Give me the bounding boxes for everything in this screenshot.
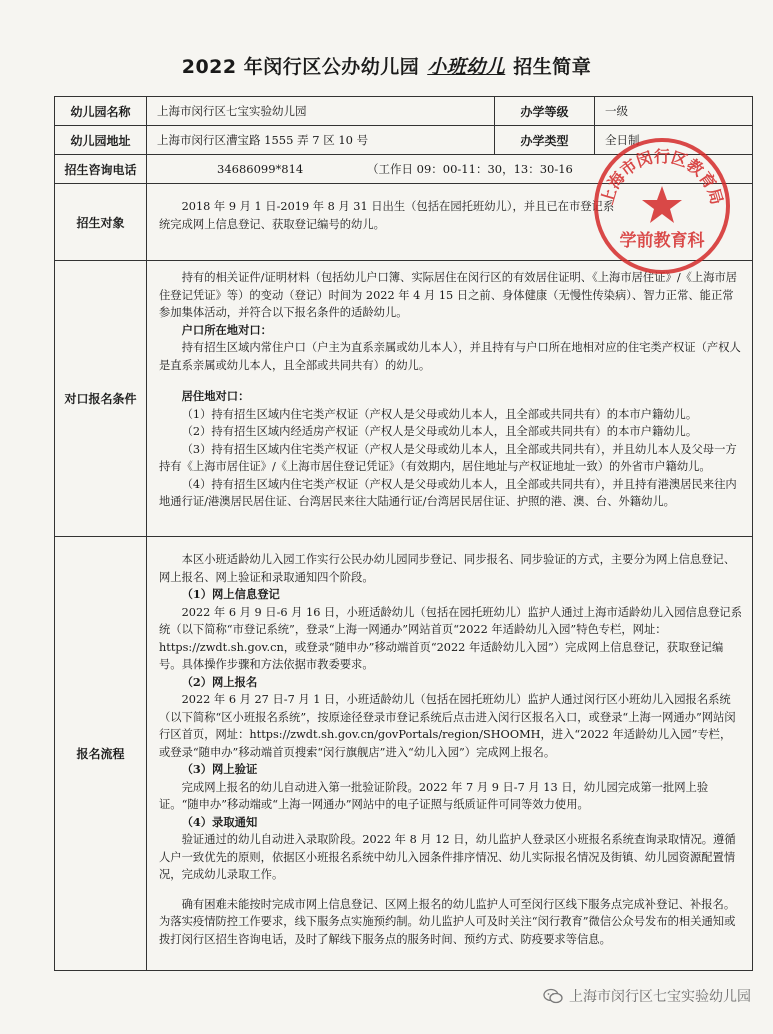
hukou-text: 持有招生区域内常住户口（户主为直系亲属或幼儿本人），并且持有与户口所在地相对应的住宅类产权证（产权人是直系亲属或幼儿本人，且全部或共同共有）的幼儿。 xyxy=(159,341,741,372)
enrollment-table xyxy=(54,96,753,971)
condition-item-1: （1）持有招生区域内住宅类产权证（产权人是父母或幼儿本人，且全部或共同共有）的本市户籍幼儿。 xyxy=(181,407,698,421)
target-cell xyxy=(147,184,753,261)
process-intro: 本区小班适龄幼儿入园工作实行公民办幼儿园同步登记、同步报名、同步验证的方式，主要分为网上信息登记、网上报名、网上验证和录取通知四个阶段。 xyxy=(159,553,736,584)
conditions-cell xyxy=(147,261,753,537)
condition-item-3: （3）持有招生区域内住宅类产权证（产权人是父母或幼儿本人，且全部或共同共有），并且幼儿本人及父母一方持有《上海市居住证》/《上海市居住登记凭证》（有效期内，居住地址与产权证地址一致）的外省市户籍幼儿。 xyxy=(159,442,737,473)
step-1-title: （1）网上信息登记 xyxy=(181,587,280,601)
phone-cell xyxy=(147,155,753,184)
step-1-text: 2022 年 6 月 9 日-6 月 16 日，小班适龄幼儿（包括在园托班幼儿）监护人通过上海市适龄幼儿入园信息登记系统（以下简称“市登记系统”，登录“上海一网通办”网站首页“2022 年适龄幼儿入园”特色专栏，网址：https://zwdt.sh.gov.cn，或登录“随申办”移动端首页“2022 年适龄幼儿入园”）完成网上信息登记，获取登记编号。具体操作步骤和方法依据市教委要求。 xyxy=(159,605,743,671)
name-label: 幼儿园名称 xyxy=(55,97,147,126)
title-suffix: 招生简章 xyxy=(513,56,592,78)
process-cell xyxy=(147,537,753,971)
row-address xyxy=(55,126,753,155)
type-value: 全日制 xyxy=(595,126,753,155)
seal-top-text: 上海市闵行区教育局 xyxy=(597,147,727,207)
phone-hours: （工作日 09：00-11：30，13：30-16 xyxy=(367,162,573,176)
target-text: 2018 年 9 月 1 日-2019 年 8 月 31 日出生（包括在园托班幼儿），并且已在市登记系统完成网上信息登记、获取登记编号的幼儿。 xyxy=(159,200,615,231)
step-2-text: 2022 年 6 月 27 日-7 月 1 日，小班适龄幼儿（包括在园托班幼儿）监护人通过闵行区小班幼儿入园报名系统（以下简称“区小班报名系统”，按原途径登录市登记系统后点击进入闵行区报名入口，或登录“上海一网通办”网站闵行区首页，网址：https://zwdt.sh.gov.cn/govPortals/region/SHOOMH，进入“2022 年适龄幼儿入园”专栏，或登录“随申办”移动端首页搜索“闵行旗舰店”进入“幼儿入园”）完成网上报名。 xyxy=(159,693,736,759)
row-process xyxy=(55,537,753,971)
residence-title: 居住地对口： xyxy=(181,389,250,403)
seal-bottom-text: 学前教育科 xyxy=(619,231,705,251)
level-value: 一级 xyxy=(595,97,753,126)
condition-item-2: （2）持有招生区域内经适房产权证（产权人是父母或幼儿本人，且全部或共同共有）的本市户籍幼儿。 xyxy=(181,425,698,438)
row-target xyxy=(55,184,753,261)
phone-label: 招生咨询电话 xyxy=(55,155,147,184)
process-note: 确有困难未能按时完成市网上信息登记、区网上报名的幼儿监护人可至闵行区线下服务点完成补登记、补报名。为落实疫情防控工作要求，线下服务点实施预约制。幼儿监护人可及时关注“闵行教育”微信公众号发布的相关通知或拨打闵行区招生咨询电话，及时了解线下服务点的服务时间、预约方式、防疫要求等信息。 xyxy=(159,897,736,946)
phone-number: 34686099*814 xyxy=(217,162,304,176)
title-main: 2022 年闵行区公办幼儿园 xyxy=(181,56,420,78)
address-label: 幼儿园地址 xyxy=(55,126,147,155)
title-highlight: 小班幼儿 xyxy=(427,56,506,78)
step-3-text: 完成网上报名的幼儿自动进入第一批验证阶段。2022 年 7 月 9 日-7 月 13 日，幼儿园完成第一批网上验证。“随申办”移动端或“上海一网通办”网站中的电子证照与纸质证件可同等效力使用。 xyxy=(159,780,709,811)
name-value: 上海市闵行区七宝实验幼儿园 xyxy=(147,97,495,126)
hukou-title: 户口所在地对口： xyxy=(181,322,272,337)
footer-watermark xyxy=(543,986,751,1006)
type-label: 办学类型 xyxy=(495,126,595,155)
conditions-label: 对口报名条件 xyxy=(55,261,147,537)
footer-text: 上海市闵行区七宝实验幼儿园 xyxy=(569,989,751,1005)
row-conditions xyxy=(55,261,753,537)
conditions-intro: 持有的相关证件/证明材料（包括幼儿户口簿、实际居住在闵行区的有效居住证明、《上海市居住证》/《上海市居住登记凭证》等）的变动（登记）时间为 2022 年 4 月 15 日之前、身体健康（无慢性传染病）、智力正常、能正常参加集体活动，并符合以下报名条件的适龄幼儿。 xyxy=(159,271,738,319)
step-3-title: （3）网上验证 xyxy=(181,762,258,776)
page-title xyxy=(0,52,773,79)
wechat-icon xyxy=(543,988,563,1004)
level-label: 办学等级 xyxy=(495,97,595,126)
row-name xyxy=(55,97,753,126)
address-value: 上海市闵行区漕宝路 1555 弄 7 区 10 号 xyxy=(147,126,495,155)
step-4-title: （4）录取通知 xyxy=(181,814,258,829)
condition-item-4: （4）持有招生区域内住宅类产权证（产权人是父母或幼儿本人，且全部或共同共有），并且持有港澳居民来往内地通行证/港澳居民居住证、台湾居民来往大陆通行证/台湾居民居住证、护照的港、澳、台、外籍幼儿。 xyxy=(159,477,737,508)
target-label: 招生对象 xyxy=(55,184,147,261)
step-4-text: 验证通过的幼儿自动进入录取阶段。2022 年 8 月 12 日，幼儿监护人登录区小班报名系统查询录取情况。遵循人户一致优先的原则，依据区小班报名系统中幼儿入园条件排序情况、幼儿实际报名情况及街镇、幼儿园资源配置情况，完成幼儿录取工作。 xyxy=(159,833,736,881)
process-label: 报名流程 xyxy=(55,537,147,971)
step-2-title: （2）网上报名 xyxy=(181,674,258,689)
row-phone xyxy=(55,155,753,184)
